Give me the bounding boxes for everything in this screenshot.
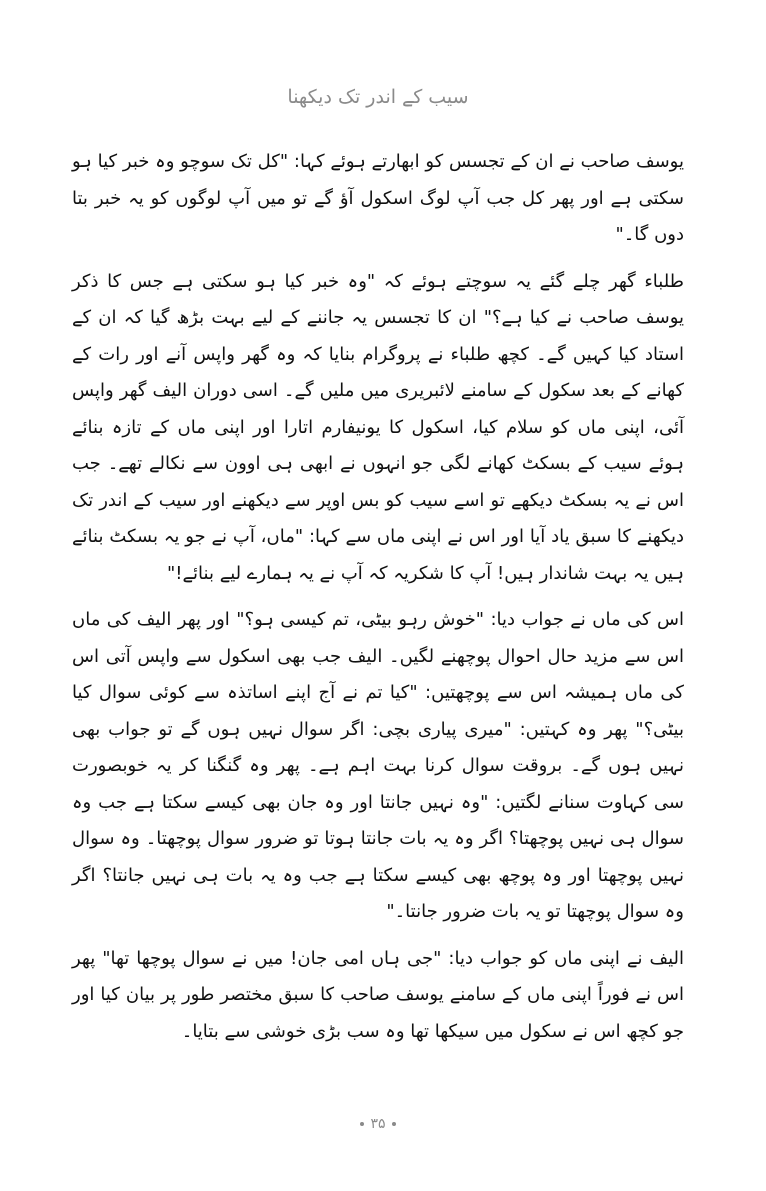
paragraph: اس کی ماں نے جواب دیا: "خوش رہو بیٹی، تم کیسی ہو؟" اور پھر الیف کی ماں اس سے مزید حال احوال پوچھنے لگیں۔ الیف جب بھی اسکول سے واپس آتی اس کی ماں ہمیشہ اس سے پوچھتیں: "کیا تم نے آج اپنے اساتذہ سے کوئی سوال کیا بیٹی؟" پھر وہ کہتیں: "میری پیاری بچی: اگر سوال نہیں ہوں گے تو جواب بھی نہیں ہوں گے۔ بروقت سوال کرنا بہت اہم ہے۔ پھر وہ گنگنا کر یہ خوبصورت سی کہاوت سنانے لگتیں: "وہ نہیں جانتا اور وہ جان بھی کیسے سکتا ہے جب وہ سوال ہی نہیں پوچھتا؟ اگر وہ یہ بات جانتا ہوتا تو ضرور سوال پوچھتا۔ وہ سوال نہیں پوچھتا اور وہ پوچھ بھی کیسے سکتا ہے جب وہ یہ بات ہی نہیں جانتا؟ اگر وہ سوال پوچھتا تو یہ بات ضرور جانتا۔" <box>72 609 684 922</box>
paragraph: یوسف صاحب نے ان کے تجسس کو ابھارتے ہوئے کہا: "کل تک سوچو وہ خبر کیا ہو سکتی ہے اور پھر کل جب آپ لوگ اسکول آؤ گے تو میں آپ لوگوں کو یہ خبر بتا دوں گا۔" <box>72 151 684 245</box>
page-number-label: ۳۵ <box>370 1116 386 1132</box>
paragraph: الیف نے اپنی ماں کو جواب دیا: "جی ہاں امی جان! میں نے سوال پوچھا تھا" پھر اس نے فوراً اپنی ماں کے سامنے یوسف صاحب کا سبق مختصر طور پر بیان کیا اور جو کچھ اس نے سکول میں سیکھا تھا وہ سب بڑی خوشی سے بتایا۔ <box>72 947 684 1042</box>
bullet-dot-icon <box>360 1122 364 1126</box>
running-header: سیب کے اندر تک دیکھنا <box>287 86 469 108</box>
bullet-dot-icon <box>392 1122 396 1126</box>
book-page <box>72 0 684 1191</box>
body-text <box>72 144 684 1060</box>
page-number <box>72 1116 684 1132</box>
paragraph: طلباء گھر چلے گئے یہ سوچتے ہوئے کہ "وہ خبر کیا ہو سکتی ہے جس کا ذکر یوسف صاحب نے کیا ہے؟" ان کا تجسس یہ جاننے کے لیے بہت بڑھ گیا کہ ان کے استاد کیا کہیں گے۔ کچھ طلباء نے پروگرام بنایا کہ وہ گھر واپس آنے اور رات کے کھانے کے بعد سکول کے سامنے لائبریری میں ملیں گے۔ اسی دوران الیف گھر واپس آئی، اپنی ماں کو سلام کیا، اسکول کا یونیفارم اتارا اور اپنی ماں کے تازہ بنائے ہوئے سیب کے بسکٹ کھانے لگی جو انہوں نے ابھی ہی اوون سے نکالے تھے۔ جب اس نے یہ بسکٹ دیکھے تو اسے سیب کو بس اوپر سے دیکھنے اور سیب کے اندر تک دیکھنے کا سبق یاد آیا اور اس نے اپنی ماں سے کہا: "ماں، آپ نے جو یہ بسکٹ بنائے ہیں یہ بہت شاندار ہیں! آپ کا شکریہ کہ آپ نے یہ ہمارے لیے بنائے!" <box>72 270 684 584</box>
